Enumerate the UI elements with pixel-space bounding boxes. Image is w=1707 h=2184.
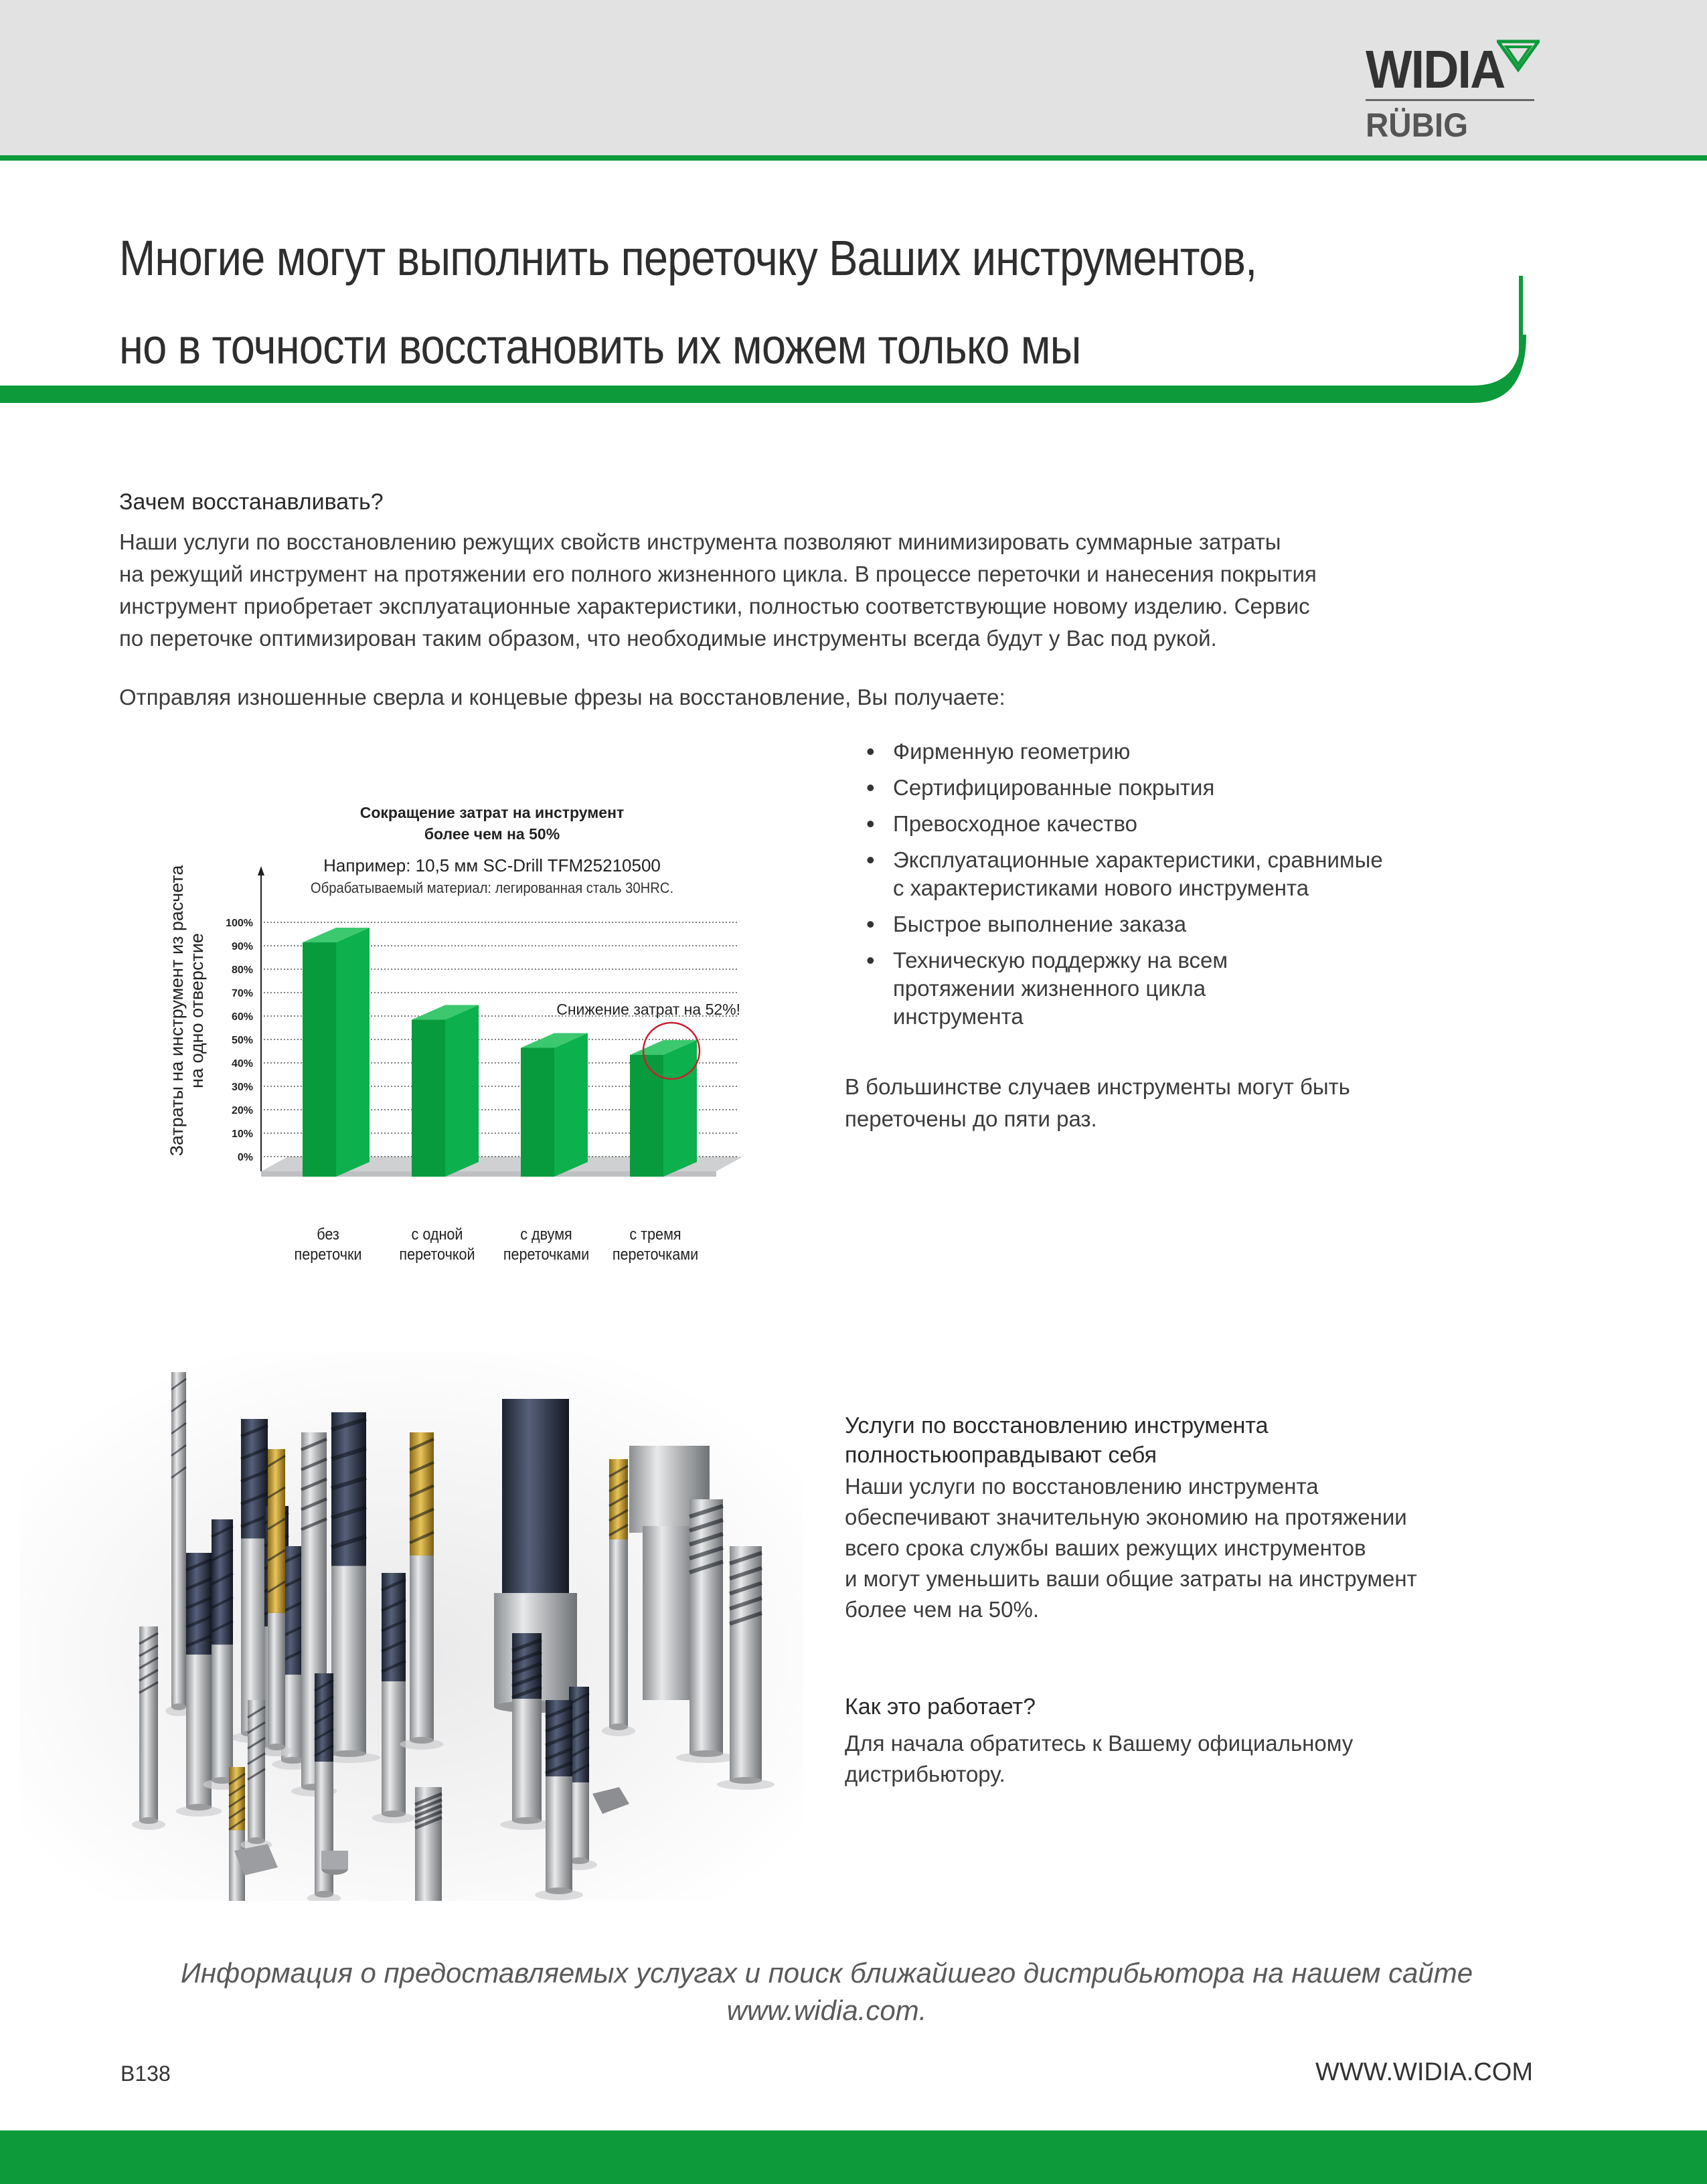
chart-category-label: с тремя xyxy=(629,1224,681,1244)
widia-rubig-logo xyxy=(1366,25,1540,143)
chart-tick-label: 70% xyxy=(231,988,253,999)
body-line: Наши услуги по восстановлению режущих свойств инструмента позволяют минимизировать суммарные затраты xyxy=(119,529,1281,554)
tool-endmill-shank xyxy=(139,1695,158,1821)
tool-endmill-shank xyxy=(382,1681,406,1814)
tool-endmill-base xyxy=(248,1837,265,1844)
benefit-item: • Фирменную геометрию xyxy=(845,738,1501,766)
benefit-item: • Быстрое выполнение заказа xyxy=(845,910,1501,938)
header-rule xyxy=(0,155,1707,161)
chart-tick-label: 40% xyxy=(231,1058,253,1070)
headline-swoosh xyxy=(0,268,1707,408)
footer-info: Информация о предоставляемых услугах и поиск ближайшего дистрибьютора на нашем сайте www.widia.com. xyxy=(67,1954,1587,2029)
chart-tick-label: 100% xyxy=(226,918,253,929)
chart-tick-label: 90% xyxy=(231,941,253,952)
section-how-title: Как это работает? xyxy=(845,1694,1036,1719)
chart-bar xyxy=(412,1020,445,1177)
tool-endmill-shank xyxy=(415,1823,442,1901)
benefits-list xyxy=(845,738,1501,1039)
tool-endmill-shank xyxy=(689,1576,723,1754)
chart-tick-label: 20% xyxy=(231,1105,253,1116)
logo-brand: WIDIA xyxy=(1366,39,1505,99)
benefit-item: • Превосходное качество xyxy=(845,810,1501,838)
tool-gold-drill-base xyxy=(410,1737,434,1744)
tool-endmill-base xyxy=(512,1817,542,1824)
tool-gold-drill-shank xyxy=(609,1539,628,1727)
section-pays-off-title: Услуги по восстановлению инструмента полностьюоправдывают себя xyxy=(845,1413,1269,1468)
regrind-note: В большинстве случаев инструменты могут быть переточены до пяти раз. xyxy=(845,1074,1350,1131)
logo-divider xyxy=(1366,99,1534,101)
chart-bar-side xyxy=(554,1033,588,1177)
tool-endmill-base xyxy=(730,1777,762,1784)
tool-endmill-shank xyxy=(546,1776,572,1891)
logo-triangle-icon xyxy=(1497,39,1540,72)
chart-tick-label: 0% xyxy=(237,1152,253,1163)
tool-drill-base xyxy=(281,1757,304,1764)
chart-ylabel: на одно отверстие xyxy=(187,933,207,1088)
tool-tall-reamer-shank xyxy=(171,1489,186,1707)
chart-ylabel: Затраты на инструмент из расчета xyxy=(167,865,187,1157)
chart-tick-label: 30% xyxy=(231,1082,253,1093)
chart-category-label: без xyxy=(317,1224,339,1244)
tool-drill-base xyxy=(186,1804,212,1811)
chart-category-label: с двумя xyxy=(520,1224,572,1244)
chart-tick-label: 80% xyxy=(231,964,253,976)
section-how-body: Для начала обратитесь к Вашему официальному дистрибьютору. xyxy=(845,1731,1354,1786)
headline-line-2: но в точности восстановить их можем только мы xyxy=(119,319,1081,374)
chart-title: более чем на 50% xyxy=(424,825,560,843)
insert-round-body xyxy=(321,1851,348,1869)
tool-drill-shank xyxy=(212,1645,233,1780)
tool-gold-drill-shank xyxy=(268,1613,285,1747)
tool-gold-drill-base xyxy=(268,1744,285,1750)
benefit-item: • Техническую поддержку на всем протяжении жизненного цикла инструмента xyxy=(845,946,1501,1031)
tool-gold-drill-base xyxy=(609,1724,628,1730)
cost-reduction-chart xyxy=(161,790,763,1272)
chart-bar-side xyxy=(445,1005,479,1177)
tool-endmill-base xyxy=(546,1887,572,1894)
chart-category-label: переточкой xyxy=(399,1244,475,1264)
tool-endmill-shank xyxy=(248,1784,265,1841)
tool-endmill-base xyxy=(139,1817,158,1824)
chart-title: Сокращение затрат на инструмент xyxy=(359,804,625,821)
logo-sub: RÜBIG xyxy=(1366,106,1469,144)
section-why-body xyxy=(119,526,1518,655)
chart-tick-label: 60% xyxy=(231,1011,253,1023)
tool-drill-shank xyxy=(331,1566,366,1754)
headline-line-1: Многие могут выполнить переточку Ваших инструментов, xyxy=(119,230,1257,286)
chart-subtitle: Например: 10,5 мм SC-Drill TFM25210500 xyxy=(323,855,661,875)
chart-category-label: с одной xyxy=(411,1224,463,1244)
tool-endmill-shank xyxy=(512,1699,542,1821)
tool-drill-base xyxy=(315,1891,333,1898)
tool-endmill-base xyxy=(382,1811,406,1817)
chart-bar-side xyxy=(663,1040,697,1177)
section-pays-off-body: Наши услуги по восстановлению инструмента обеспечивают значительную экономию на протяжении всего срока службы ваших режущих инструментов и могут уменьшить ваши общие затраты на инструмент более чем на 50%. xyxy=(845,1474,1417,1622)
chart-axis-arrow xyxy=(258,866,264,875)
chart-annotation: Снижение затрат на 52%! xyxy=(556,1001,740,1018)
section-why-title: Зачем восстанавливать? xyxy=(119,489,384,515)
chart-tick-label: 10% xyxy=(231,1128,253,1140)
benefits-lead: Отправляя изношенные сверла и концевые фрезы на восстановление, Вы получаете: xyxy=(119,685,1005,709)
body-line: по переточке оптимизирован таким образом, что необходимые инструменты всегда будут у Вас под рукой. xyxy=(119,626,1217,651)
chart-category-label: переточками xyxy=(612,1244,699,1264)
chart-bar xyxy=(630,1055,663,1177)
page-number: B138 xyxy=(120,2062,171,2086)
chart-subtitle: Обрабатываемый материал: легированная сталь 30HRC. xyxy=(310,880,674,897)
tool-gold-drill-flute xyxy=(268,1449,285,1613)
benefit-item: • Сертифицированные покрытия xyxy=(845,774,1501,802)
tool-gold-drill-shank xyxy=(410,1556,434,1740)
tool-tall-reamer-base xyxy=(171,1703,186,1710)
website-link[interactable]: www.widia.com. xyxy=(726,1995,927,2026)
chart-category-label: переточки xyxy=(294,1244,362,1264)
chart-tick-label: 50% xyxy=(231,1035,253,1046)
tool-shell-shank xyxy=(643,1526,698,1700)
site-url[interactable]: WWW.WIDIA.COM xyxy=(1315,2058,1533,2086)
tool-endmill-base xyxy=(689,1750,723,1757)
tool-drill-base xyxy=(331,1750,366,1757)
tools-photo xyxy=(20,1352,803,1901)
body-line: на режущий инструмент на протяжении его полного жизненного цикла. В процессе переточки и нанесения покрытия xyxy=(119,562,1317,586)
chart-bar-side xyxy=(336,928,370,1177)
chart-bar xyxy=(303,942,336,1177)
body-line: инструмент приобретает эксплуатационные характеристики, полностью соответствующие новому изделию. Сервис xyxy=(119,594,1310,618)
benefit-item: • Эксплуатационные характеристики, сравнимые с характеристиками нового инструмента xyxy=(845,846,1501,902)
tool-indexable-drill-body xyxy=(502,1399,569,1600)
chart-category-label: переточками xyxy=(503,1244,590,1264)
chart-bar xyxy=(521,1048,554,1177)
tool-endmill-shank xyxy=(730,1628,762,1781)
footer-band xyxy=(0,2130,1707,2184)
